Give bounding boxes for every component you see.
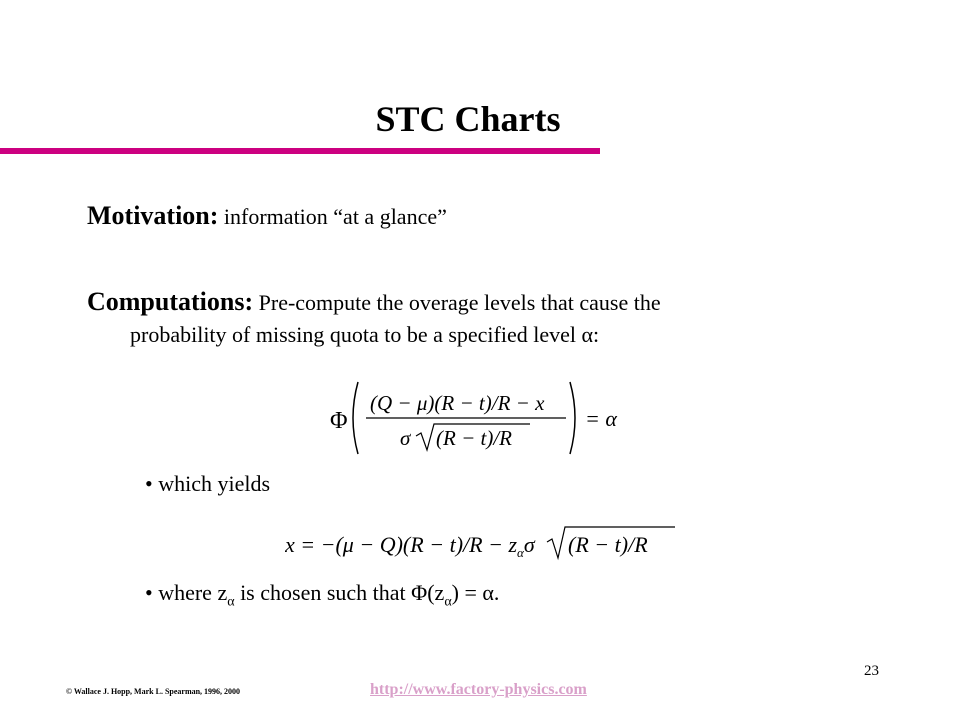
computations-paragraph	[87, 286, 827, 351]
where-mid: is chosen such that Φ(z	[234, 580, 445, 605]
svg-text:(R − t)/R: (R − t)/R	[436, 426, 512, 450]
computations-text-line1: Pre-compute the overage levels that cause the	[253, 290, 661, 315]
website-link[interactable]: http://www.factory-physics.com	[370, 681, 587, 698]
where-end: ) = α.	[451, 580, 500, 605]
where-subscript: α	[227, 594, 235, 610]
which-yields-text: which yields	[158, 471, 271, 496]
svg-text:σ: σ	[400, 426, 411, 450]
motivation-text: information “at a glance”	[218, 204, 447, 229]
computations-label: Computations:	[87, 287, 254, 316]
svg-text:(Q − μ)(R − t)/R − x: (Q − μ)(R − t)/R − x	[370, 391, 545, 415]
bullet-which-yields: • which yields	[145, 471, 271, 496]
equation-phi	[330, 378, 630, 458]
bullet-where: • where $z_\alpha$ is chosen such that $\Phi(z_\alpha) = \alpha$.	[145, 580, 500, 610]
title-underline	[0, 148, 600, 154]
svg-text:Φ: Φ	[330, 408, 348, 434]
svg-text:x = −(μ − Q)(R − t)/R − zασ: $x = -(\mu - Q)(R - t)/R - z_\alpha\sigma$	[285, 532, 535, 560]
copyright-notice: © Wallace J. Hopp, Mark L. Spearman, 1996, 2000	[66, 687, 241, 696]
svg-text:(R − t)/R: (R − t)/R	[568, 532, 648, 557]
slide-number: 23	[864, 663, 879, 679]
slide-title: STC Charts	[375, 99, 561, 139]
computations-text-line2: probability of missing quota to be a specified level α:	[130, 322, 600, 347]
svg-text:= α: = α	[585, 406, 617, 431]
equation-x	[285, 522, 685, 562]
where-prefix: where z	[158, 580, 228, 605]
motivation-label: Motivation:	[87, 201, 219, 230]
motivation-paragraph	[87, 200, 447, 233]
where-subscript-2: α	[444, 594, 452, 610]
